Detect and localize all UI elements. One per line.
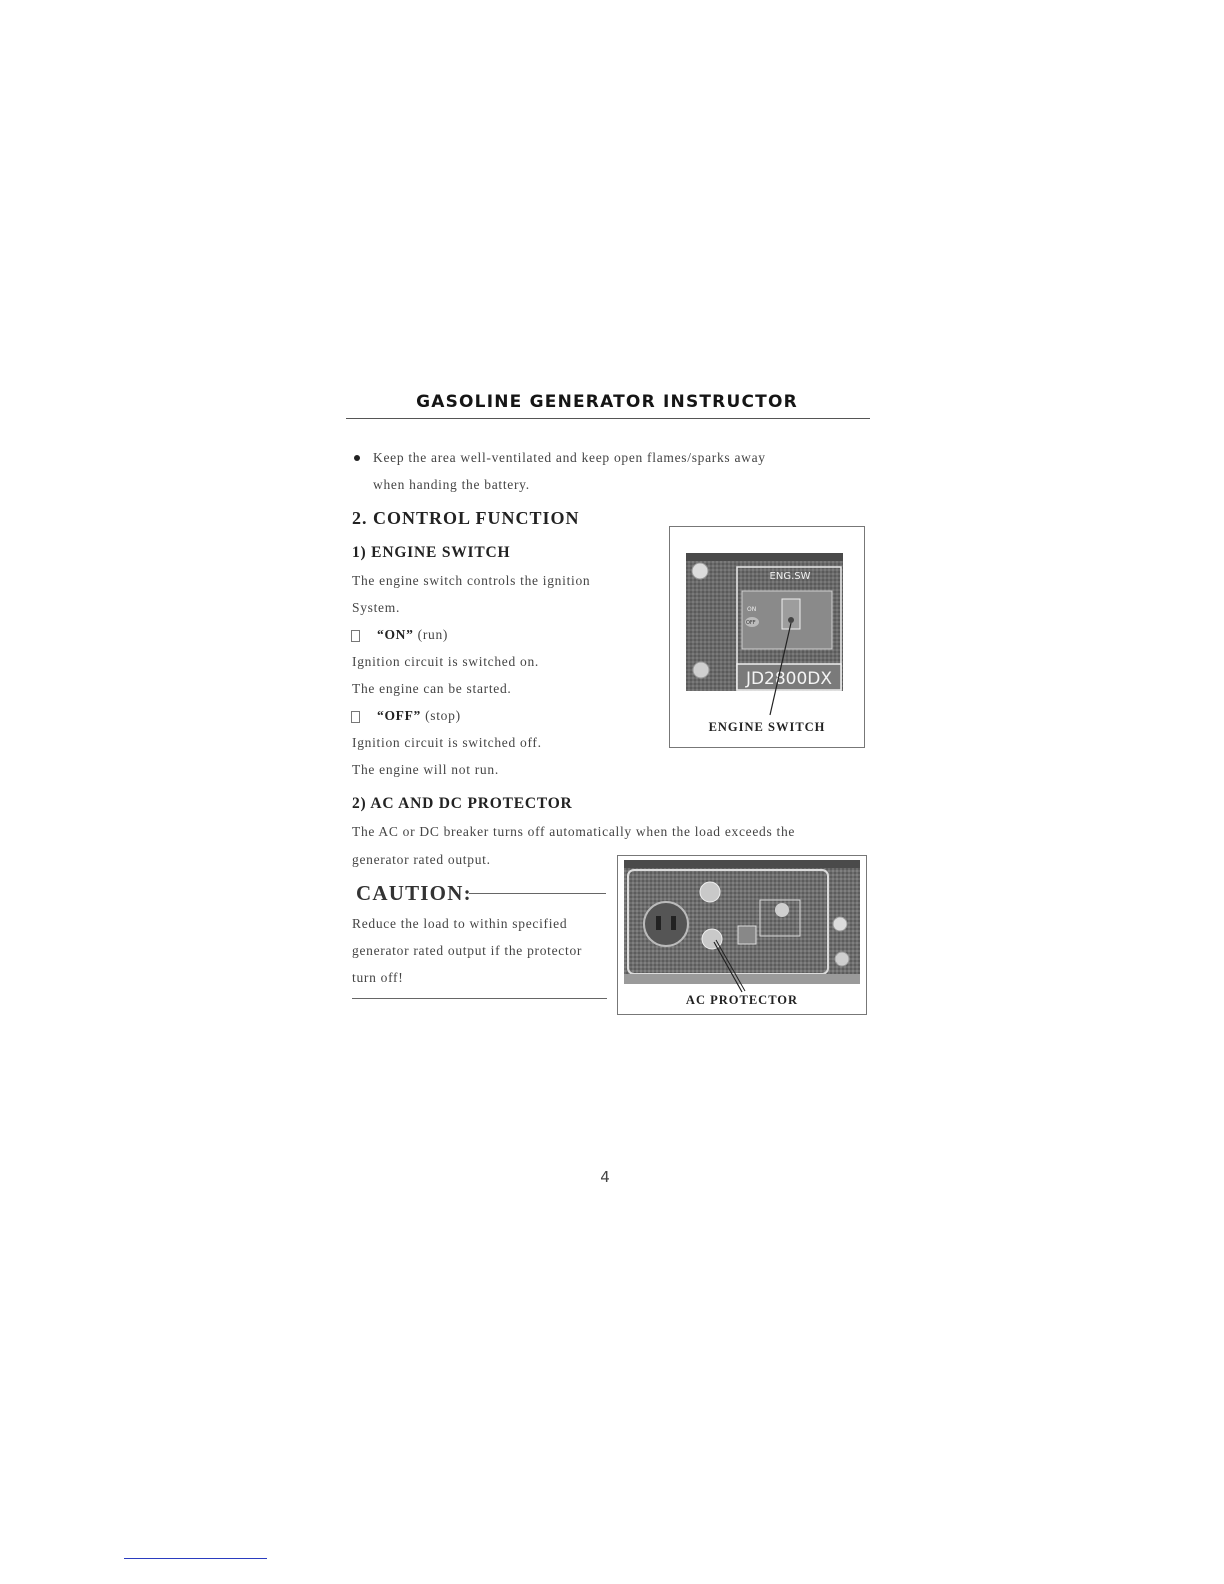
off-note: (stop) xyxy=(425,708,461,723)
screw-icon xyxy=(692,563,708,579)
page-number: 4 xyxy=(600,1168,610,1186)
protector-heading: 2) AC AND DC PROTECTOR xyxy=(352,795,573,812)
on-label: “ON” xyxy=(377,627,414,642)
off-option xyxy=(377,708,461,724)
dc-protector-icon xyxy=(775,903,789,917)
checkbox-icon xyxy=(351,630,360,642)
engine-switch-caption: ENGINE SWITCH xyxy=(708,720,826,734)
checkbox-icon xyxy=(351,711,360,723)
caution-line3: turn off! xyxy=(352,970,404,985)
caution-bottom-rule xyxy=(352,998,607,999)
off-label: “OFF” xyxy=(377,708,421,723)
ac-protector-photo xyxy=(618,856,866,1014)
bullet-icon xyxy=(354,455,360,461)
ac-outlet-icon xyxy=(644,902,688,946)
switch-off-text: OFF xyxy=(746,620,756,626)
screw-icon xyxy=(693,662,709,678)
caution-line2: generator rated output if the protector xyxy=(352,943,583,958)
on-option xyxy=(377,627,448,643)
engine-switch-heading: 1) ENGINE SWITCH xyxy=(352,544,511,561)
off-desc-line2: The engine will not run. xyxy=(352,762,499,777)
engine-switch-desc-line1: The engine switch controls the ignition xyxy=(352,573,591,588)
caution-title: CAUTION: xyxy=(356,881,472,905)
model-label: JD2800DX xyxy=(745,669,833,689)
header-divider xyxy=(346,418,870,419)
ac-protector-figure xyxy=(617,855,867,1015)
breaker-button-icon xyxy=(700,882,720,902)
protector-desc-line2: generator rated output. xyxy=(352,852,491,867)
caution-line1: Reduce the load to within specified xyxy=(352,916,568,931)
engine-switch-desc-line2: System. xyxy=(352,600,401,615)
ac-protector-caption: AC PROTECTOR xyxy=(685,993,799,1007)
panel-label: ENG.SW xyxy=(769,571,811,582)
screw-icon xyxy=(835,952,849,966)
screw-icon xyxy=(833,917,847,931)
protector-desc-line1: The AC or DC breaker turns off automatically when the load exceeds the xyxy=(352,824,796,839)
engine-switch-figure xyxy=(669,526,865,748)
bullet-text-line1: Keep the area well-ventilated and keep open flames/sparks away xyxy=(373,450,766,465)
on-desc-line2: The engine can be started. xyxy=(352,681,512,696)
page-header-title: GASOLINE GENERATOR INSTRUCTOR xyxy=(416,392,798,412)
caution-title-rule xyxy=(469,893,606,894)
section-title: 2. CONTROL FUNCTION xyxy=(352,508,580,528)
on-note: (run) xyxy=(417,627,449,642)
footnote-divider xyxy=(124,1558,267,1559)
switch-on-text: ON xyxy=(747,606,757,613)
on-desc-line1: Ignition circuit is switched on. xyxy=(352,654,539,669)
bullet-text-line2: when handing the battery. xyxy=(373,477,530,492)
off-desc-line1: Ignition circuit is switched off. xyxy=(352,735,542,750)
engine-switch-photo xyxy=(670,527,864,747)
